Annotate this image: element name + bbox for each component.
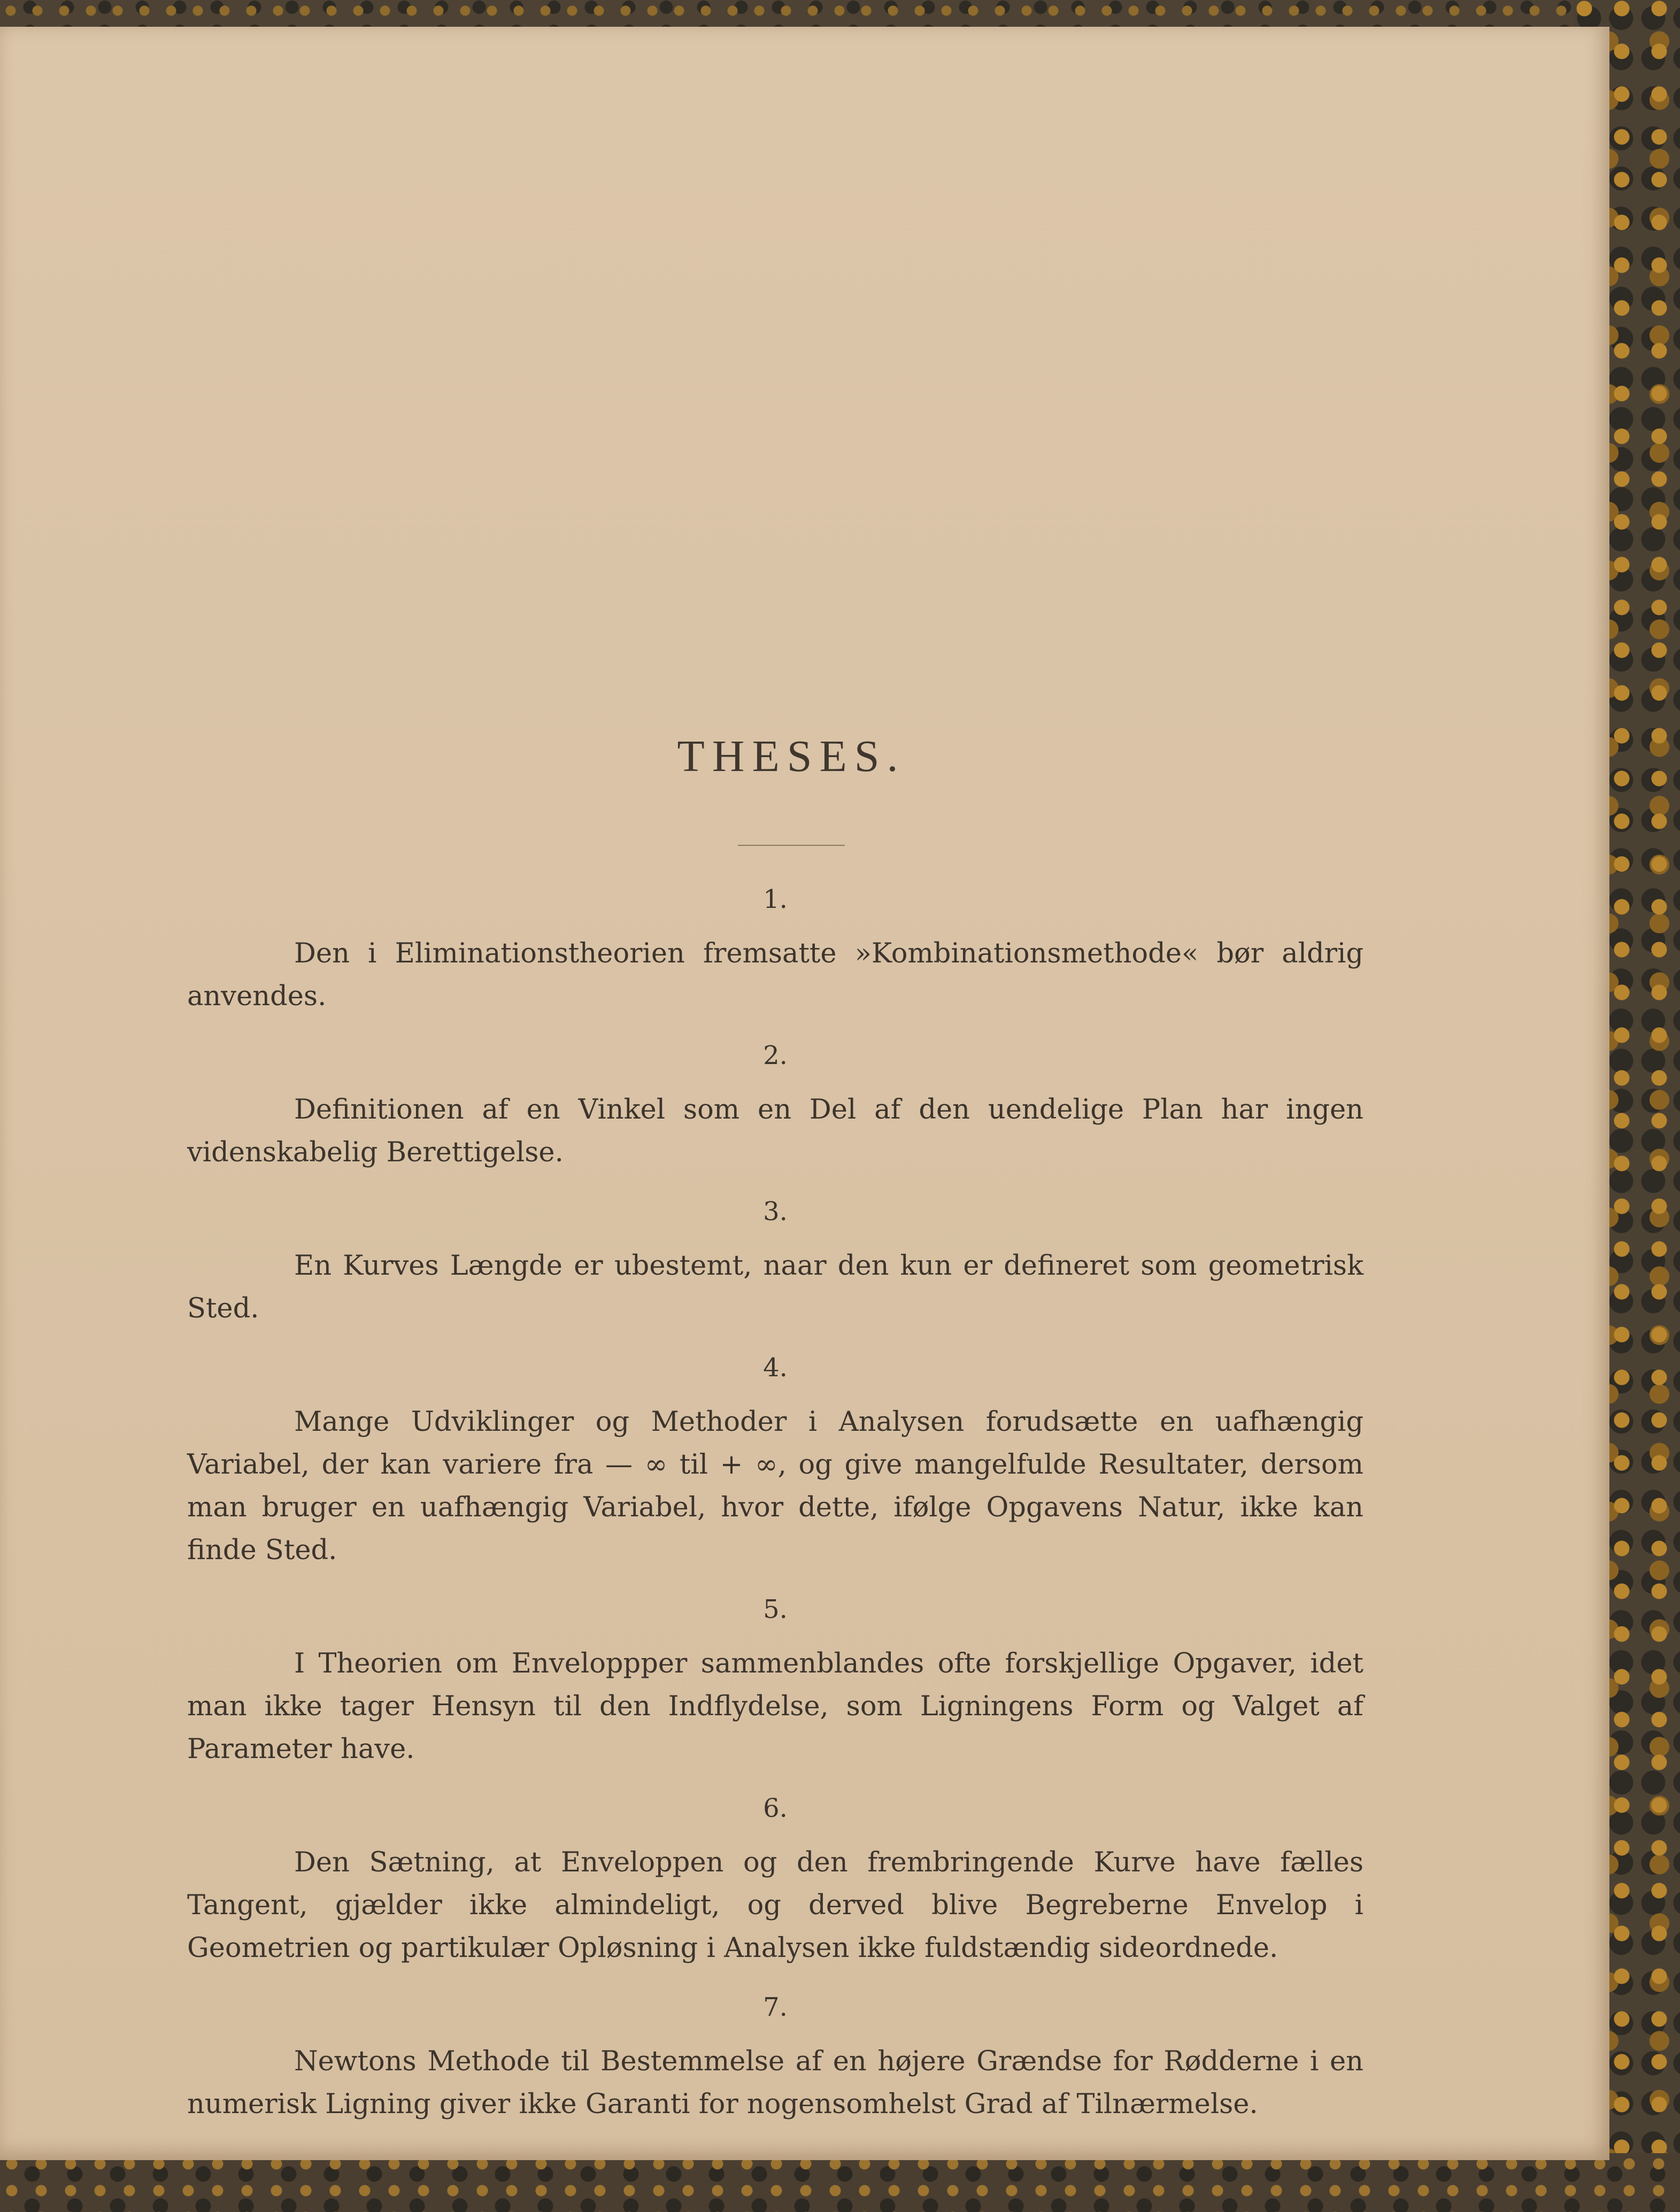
title-divider	[738, 845, 845, 846]
paper-page	[0, 27, 1609, 2160]
thesis-number: 4.	[763, 1353, 788, 1383]
thesis-number: 2.	[763, 1041, 788, 1070]
thesis-text: Definitionen af en Vinkel som en Del af den uendelige Plan har ingen videnskabelig Berettigelse.	[187, 1094, 1363, 1168]
marbled-bottom-edge	[0, 2153, 1680, 2212]
thesis-4	[187, 1352, 1363, 1572]
thesis-number: 1.	[763, 884, 788, 914]
thesis-1	[187, 883, 1363, 1018]
thesis-text: Den i Eliminationstheorien fremsatte »Kombinationsmethode« bør aldrig anvendes.	[187, 938, 1363, 1012]
thesis-6	[187, 1792, 1363, 1970]
thesis-3	[187, 1196, 1363, 1330]
thesis-5	[187, 1593, 1363, 1771]
thesis-text: Mange Udviklinger og Methoder i Analysen forudsætte en uafhængig Variabel, der kan variere fra — ∞ til + ∞, og give mangelfulde Resultater, dersom man bruger en uafhængig Variabel, hvor dette, ifølge Opgavens Natur, ikke kan finde Sted.	[187, 1406, 1363, 1566]
thesis-7	[187, 1991, 1363, 2126]
thesis-number: 3.	[763, 1197, 788, 1227]
thesis-2	[187, 1039, 1363, 1174]
thesis-text: I Theorien om Enveloppper sammenblandes ofte forskjellige Opgaver, idet man ikke tager Hensyn til den Indflydelse, som Ligningens Form og Valget af Parameter have.	[187, 1648, 1363, 1765]
thesis-text: En Kurves Længde er ubestemt, naar den kun er defineret som geometrisk Sted.	[187, 1250, 1363, 1324]
thesis-number: 7.	[763, 1992, 788, 2022]
thesis-text: Newtons Methode til Bestemmelse af en højere Grændse for Rødderne i en numerisk Ligning giver ikke Garanti for nogensomhelst Grad af Tilnærmelse.	[187, 2046, 1363, 2120]
theses-content	[187, 716, 1363, 2147]
thesis-number: 6.	[763, 1793, 788, 1823]
page-title: THESES.	[677, 731, 906, 781]
thesis-text: Den Sætning, at Enveloppen og den frembringende Kurve have fælles Tangent, gjælder ikke almindeligt, og derved blive Begreberne Envelop i Geometrien og partikulær Opløsning i Analysen ikke fuldstændig sideordnede.	[187, 1847, 1363, 1964]
thesis-number: 5.	[763, 1594, 788, 1624]
